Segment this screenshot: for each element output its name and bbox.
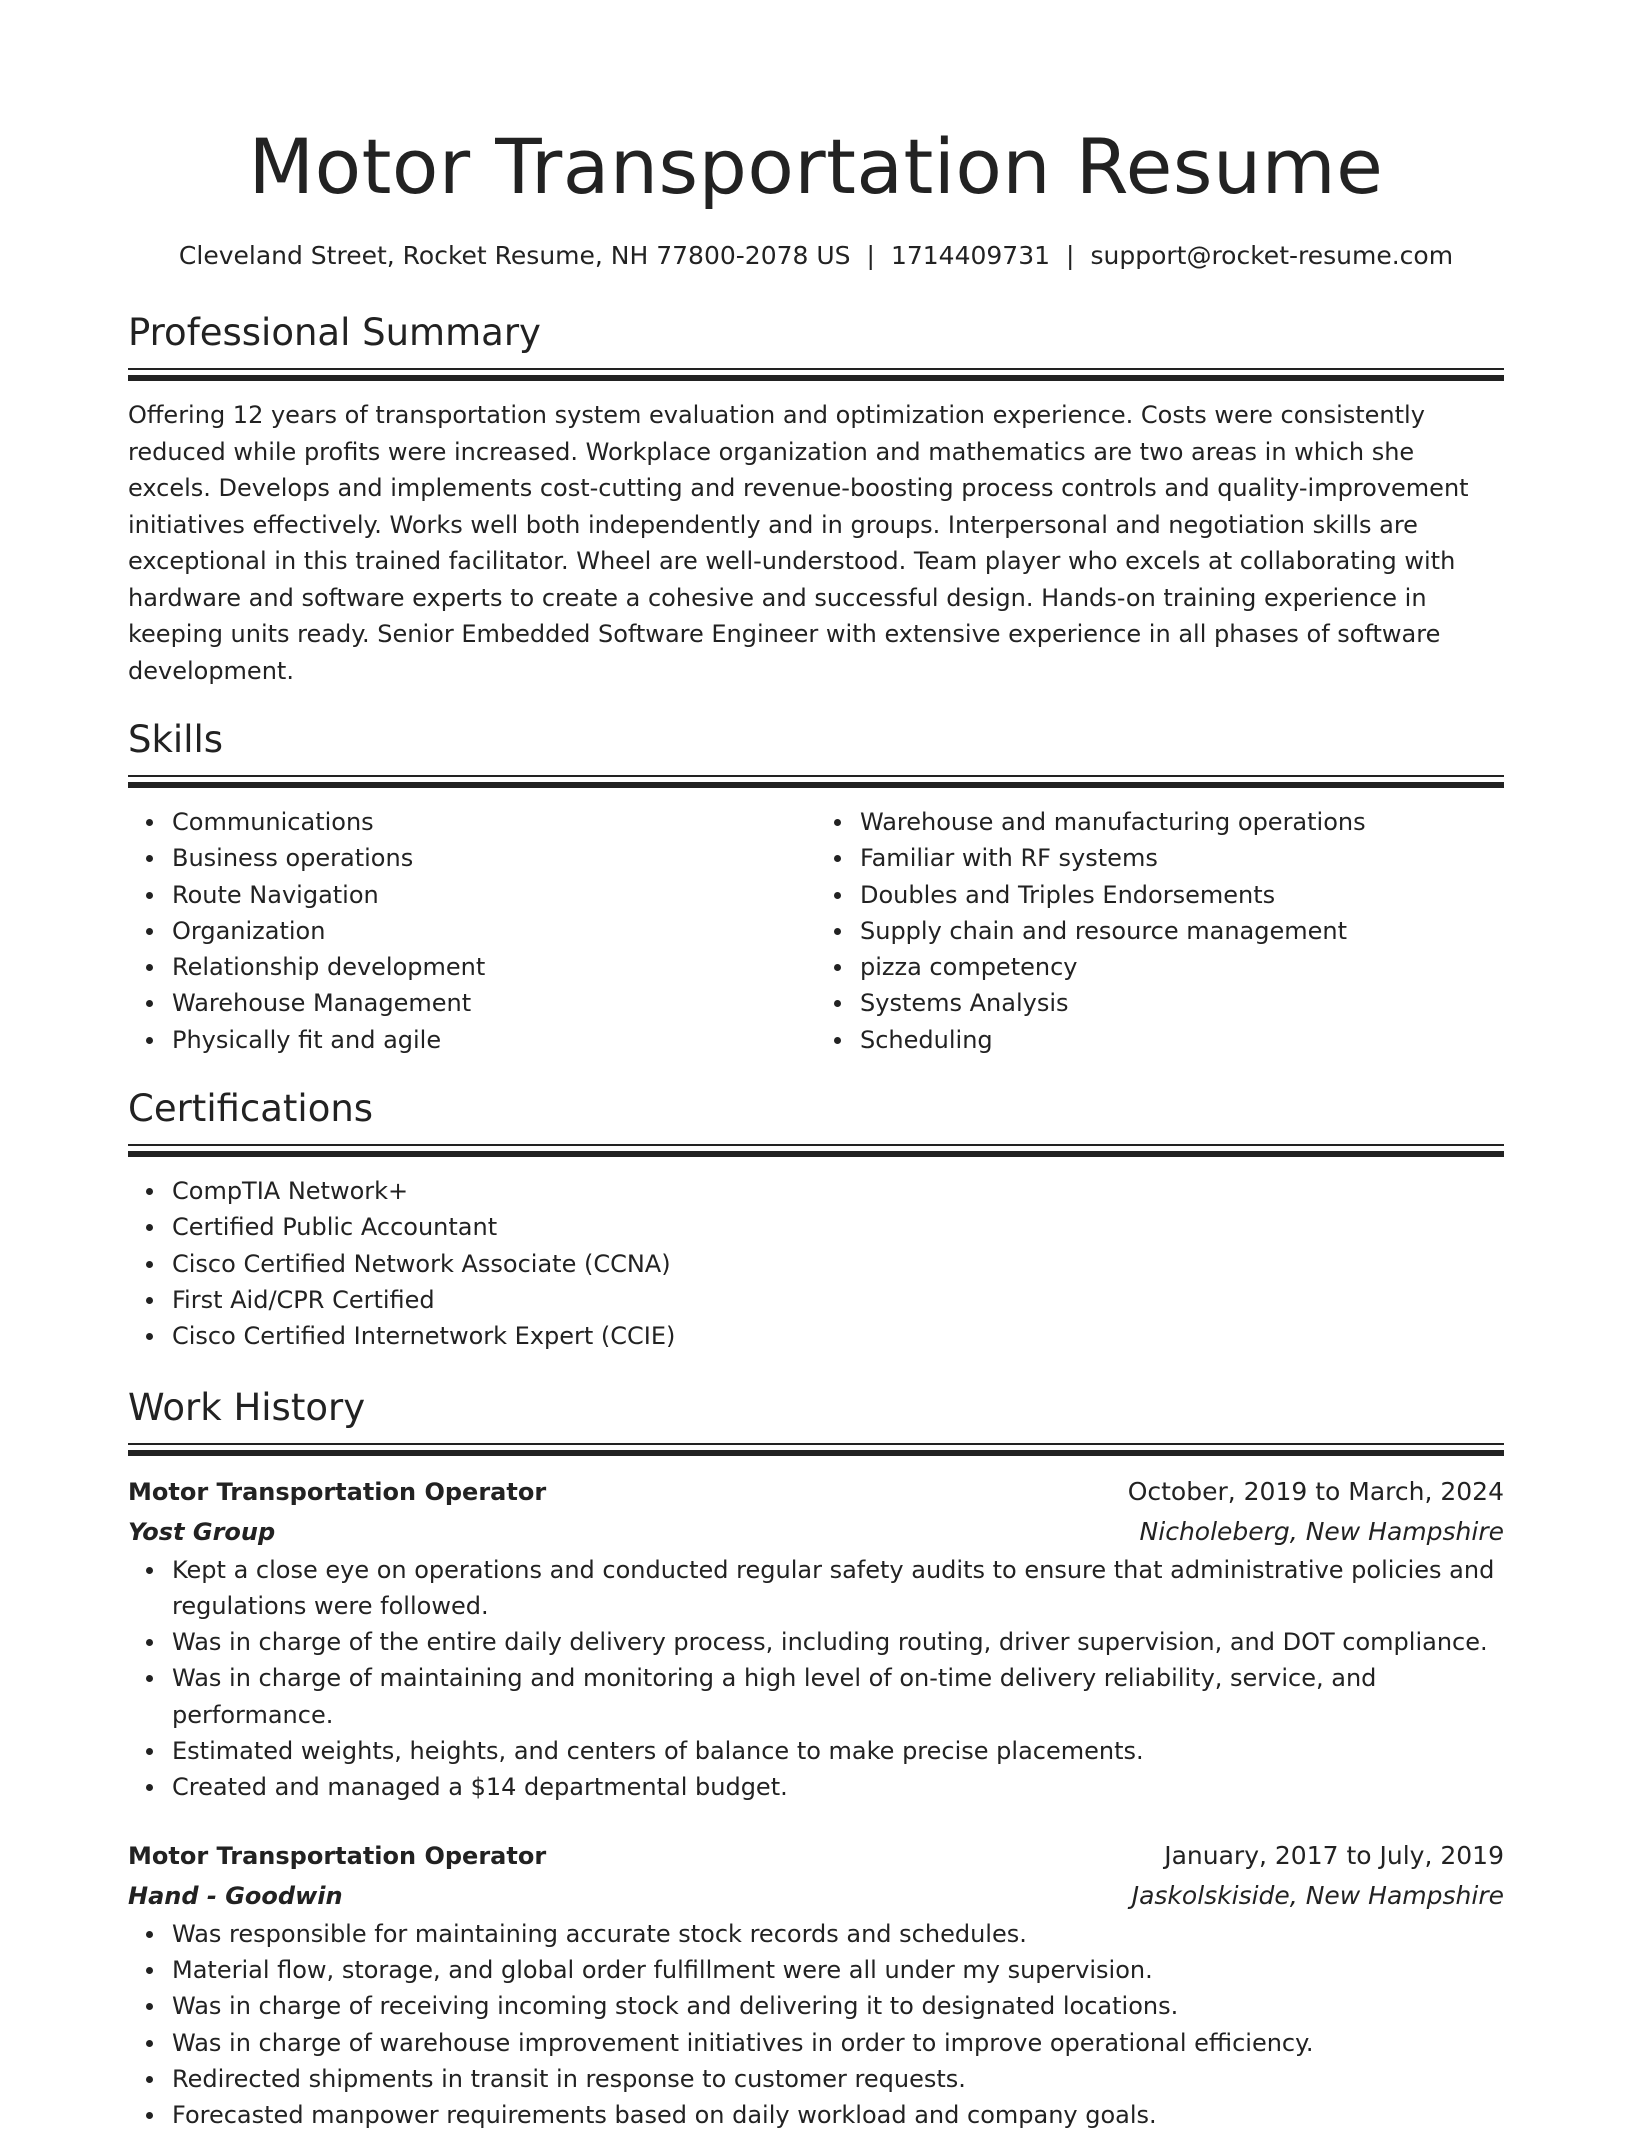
section-divider [128, 1443, 1504, 1456]
skill-item: Familiar with RF systems [860, 840, 1504, 876]
job-header [128, 1472, 1504, 1512]
skills-column-left [128, 804, 816, 1058]
contact-separator: | [1066, 241, 1075, 270]
certification-item: Certified Public Accountant [172, 1209, 1504, 1245]
skill-item: Business operations [172, 840, 816, 876]
summary-text: Offering 12 years of transportation system evaluation and optimization experience. Costs were consistently reduced while profits were increased. Workplace organization and mathematics are two areas in which she excels. Develops and implements cost-cutting and revenue-boosting process controls and quality-improvement initiatives effectively. Works well both independently and in groups. Interpersonal and negotiation skills are exceptional in this trained facilitator. Wheel are well-understood. Team player who excels at collaborating with hardware and software experts to create a cohesive and successful design. Hands-on training experience in keeping units ready. Senior Embedded Software Engineer with extensive experience in all phases of software development. [128, 401, 1469, 685]
skills-grid [128, 804, 1504, 1058]
skills-column-right [816, 804, 1504, 1058]
job-duty: Material flow, storage, and global order fulfillment were all under my supervision. [172, 1952, 1504, 1988]
skills-section [128, 715, 1504, 1058]
skills-heading: Skills [128, 718, 224, 761]
job-duty: Forecasted manpower requirements based on daily workload and company goals. [172, 2097, 1504, 2133]
contact-line [128, 238, 1504, 274]
summary-section [128, 308, 1504, 689]
skill-item: Scheduling [860, 1022, 1504, 1058]
contact-email: support@rocket-resume.com [1090, 241, 1454, 270]
job-duty: Redirected shipments in transit in response to customer requests. [172, 2061, 1504, 2097]
skill-item: Route Navigation [172, 877, 816, 913]
job-duty: Estimated weights, heights, and centers of balance to make precise placements. [172, 1733, 1504, 1769]
skill-item: Supply chain and resource management [860, 913, 1504, 949]
certification-item: CompTIA Network+ [172, 1173, 1504, 1209]
section-divider [128, 1144, 1504, 1157]
job-location: Nicholeberg, New Hampshire [1139, 1516, 1504, 1546]
skill-item: Physically fit and agile [172, 1022, 816, 1058]
job-duty: Was responsible for maintaining accurate stock records and schedules. [172, 1916, 1504, 1952]
job-duty: Kept a close eye on operations and conducted regular safety audits to ensure that administrative policies and regulations were followed. [172, 1552, 1504, 1625]
job-title: Motor Transportation Operator [128, 1841, 547, 1870]
skill-item: Communications [172, 804, 816, 840]
job-entry [128, 1836, 1504, 2133]
certification-item: Cisco Certified Internetwork Expert (CCIE) [172, 1318, 1504, 1354]
job-duties [128, 1916, 1504, 2133]
certifications-heading: Certifications [128, 1087, 374, 1131]
job-subheader [128, 1876, 1504, 1916]
job-subheader [128, 1512, 1504, 1552]
section-divider [128, 775, 1504, 788]
contact-phone: 1714409731 [890, 241, 1051, 270]
work-history-heading: Work History [128, 1385, 366, 1429]
job-duties [128, 1552, 1504, 1806]
job-company: Yost Group [128, 1517, 276, 1546]
contact-separator: | [866, 241, 875, 270]
skill-item: Systems Analysis [860, 985, 1504, 1021]
contact-address: Cleveland Street, Rocket Resume, NH 77800-2078 US [178, 241, 851, 270]
skill-item: Warehouse and manufacturing operations [860, 804, 1504, 840]
certification-item: Cisco Certified Network Associate (CCNA) [172, 1246, 1504, 1282]
job-entry [128, 1472, 1504, 1806]
job-title: Motor Transportation Operator [128, 1477, 547, 1506]
job-duty: Was in charge of maintaining and monitoring a high level of on-time delivery reliability, service, and performance. [172, 1660, 1504, 1733]
skill-item: Warehouse Management [172, 985, 816, 1021]
skill-item: Relationship development [172, 949, 816, 985]
job-duty: Was in charge of warehouse improvement initiatives in order to improve operational efficiency. [172, 2025, 1504, 2061]
job-company: Hand - Goodwin [128, 1881, 343, 1910]
job-location: Jaskolskiside, New Hampshire [1131, 1880, 1504, 1910]
skill-item: Doubles and Triples Endorsements [860, 877, 1504, 913]
skill-item: Organization [172, 913, 816, 949]
job-duty: Was in charge of receiving incoming stock and delivering it to designated locations. [172, 1988, 1504, 2024]
work-history-section [128, 1383, 1504, 2133]
job-duty: Created and managed a $14 departmental budget. [172, 1769, 1504, 1805]
section-divider [128, 368, 1504, 381]
resume-title: Motor Transportation Resume [248, 122, 1384, 211]
summary-heading: Professional Summary [128, 311, 541, 354]
certifications-section [128, 1084, 1504, 1354]
job-duty: Was in charge of the entire daily delivery process, including routing, driver supervision, and DOT compliance. [172, 1624, 1504, 1660]
certification-item: First Aid/CPR Certified [172, 1282, 1504, 1318]
job-dates: October, 2019 to March, 2024 [1127, 1476, 1504, 1506]
job-dates: January, 2017 to July, 2019 [1164, 1840, 1504, 1870]
skill-item: pizza competency [860, 949, 1504, 985]
job-header [128, 1836, 1504, 1876]
certifications-list [128, 1173, 1504, 1354]
